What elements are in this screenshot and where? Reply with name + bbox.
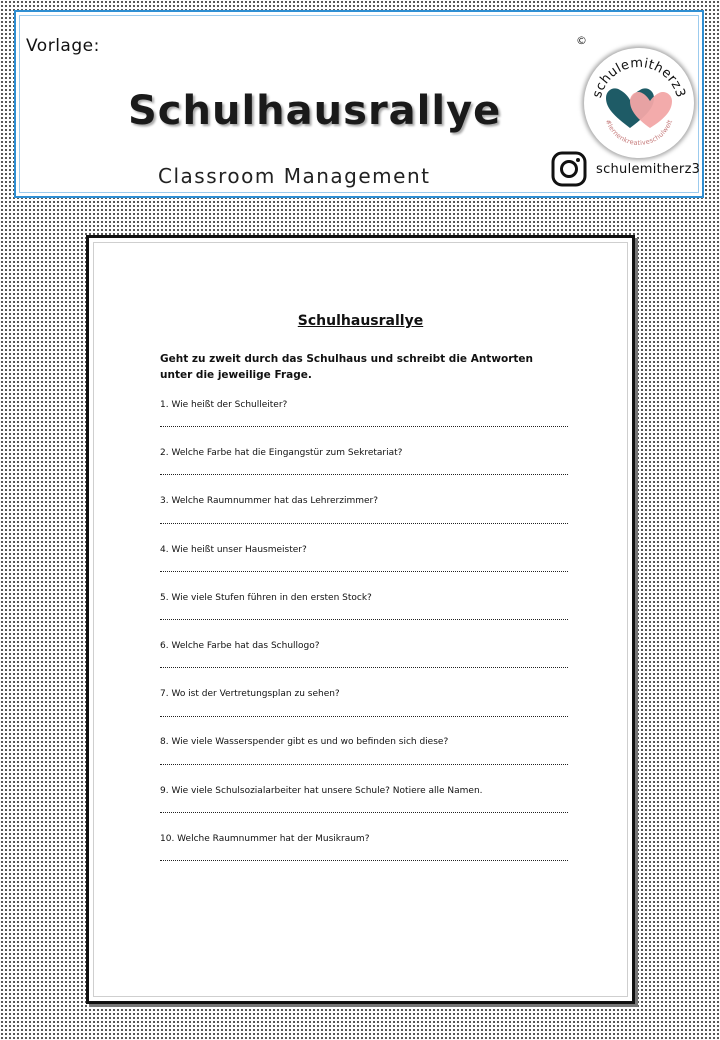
question: 10. Welche Raumnummer hat der Musikraum? — [160, 834, 370, 844]
brand-logo — [584, 48, 694, 158]
answer-line — [160, 426, 568, 427]
question: 6. Welche Farbe hat das Schullogo? — [160, 641, 320, 651]
page-subtitle: Classroom Management — [158, 164, 431, 188]
logo-bottom-text: #lernenkreativeschulwelt — [603, 118, 675, 148]
question: 3. Welche Raumnummer hat das Lehrerzimmer? — [160, 496, 378, 506]
answer-line — [160, 474, 568, 475]
logo-text: schulemitherz3 — [590, 55, 689, 100]
answer-line — [160, 571, 568, 572]
question: 1. Wie heißt der Schulleiter? — [160, 400, 288, 410]
question: 5. Wie viele Stufen führen in den ersten Stock? — [160, 593, 372, 603]
copyright-symbol: © — [576, 34, 587, 47]
worksheet-page — [93, 242, 628, 997]
question: 7. Wo ist der Vertretungsplan zu sehen? — [160, 689, 340, 699]
question: 2. Welche Farbe hat die Eingangstür zum Sekretariat? — [160, 448, 403, 458]
answer-line — [160, 764, 568, 765]
question: 9. Wie viele Schulsozialarbeiter hat unsere Schule? Notiere alle Namen. — [160, 786, 483, 796]
svg-text:#lernenkreativeschulwelt — [604, 118, 675, 147]
question: 4. Wie heißt unser Hausmeister? — [160, 545, 307, 555]
question: 8. Wie viele Wasserspender gibt es und wo befinden sich diese? — [160, 737, 449, 747]
worksheet-title: Schulhausrallye — [297, 313, 424, 329]
answer-line — [160, 667, 568, 668]
page-title: Schulhausrallye — [128, 88, 502, 134]
answer-line — [160, 716, 568, 717]
answer-line — [160, 812, 568, 813]
answer-line — [160, 860, 568, 861]
hearts-icon — [606, 88, 672, 128]
answer-line — [160, 619, 568, 620]
instagram-handle: schulemitherz3 — [596, 162, 701, 177]
worksheet-instructions: Geht zu zweit durch das Schulhaus und schreibt die Antworten unter die jeweilige Frage. — [160, 353, 534, 381]
instagram-icon — [550, 150, 588, 188]
template-label: Vorlage: — [26, 36, 100, 56]
worksheet-preview — [86, 235, 635, 1004]
answer-line — [160, 523, 568, 524]
header-banner — [14, 10, 704, 198]
